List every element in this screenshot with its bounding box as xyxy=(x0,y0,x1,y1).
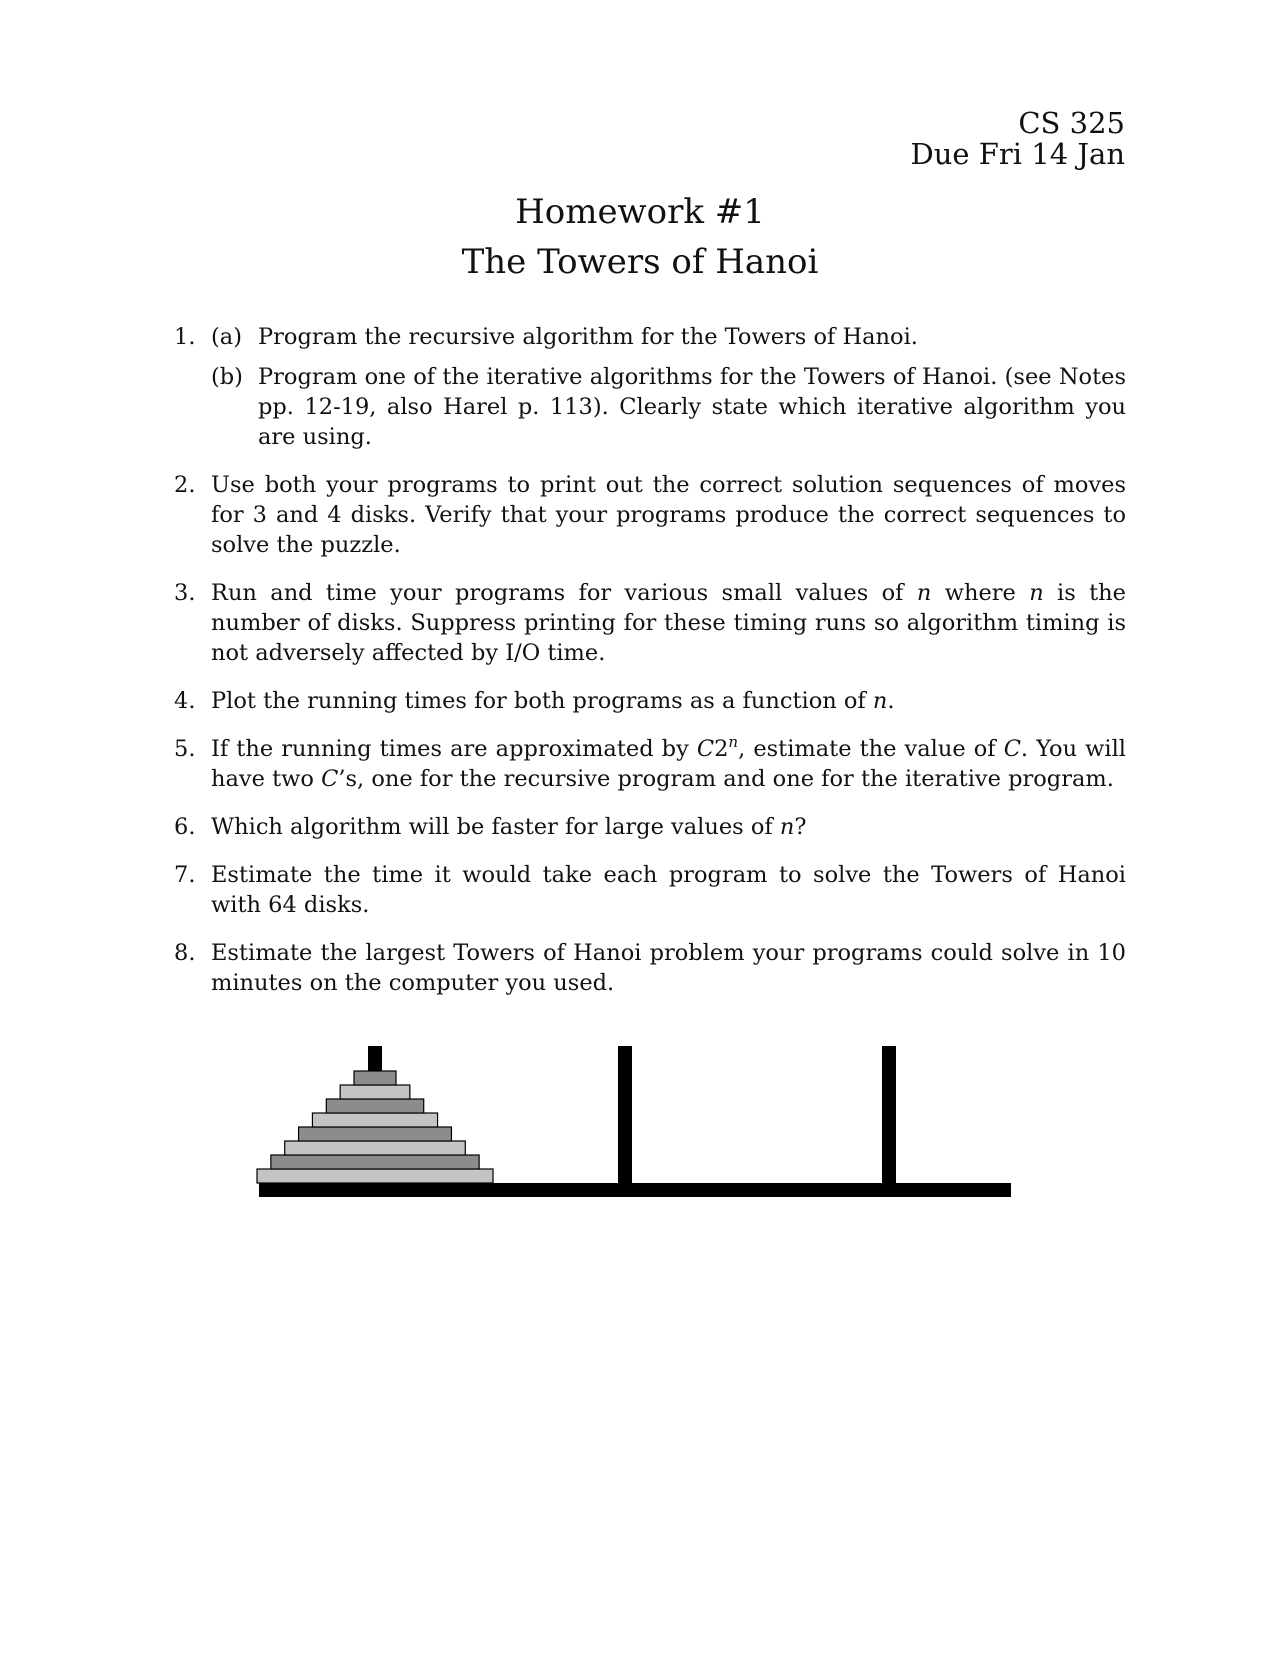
problem-number: 1. xyxy=(174,324,196,350)
math-variable: n xyxy=(916,580,932,606)
math-variable: C xyxy=(1003,736,1021,762)
problem-1 xyxy=(174,322,1126,452)
problem-number: 7. xyxy=(174,862,196,888)
problem-list xyxy=(174,322,1126,1016)
problem-number: 2. xyxy=(174,472,196,498)
math-exponent: n xyxy=(728,733,739,751)
problem-text: is the number of disks. Suppress printing for these timing runs so algorithm timing is not adversely affected by I/O time. xyxy=(211,580,1126,666)
homework-title: Homework #1 xyxy=(515,192,765,232)
due-date: Due Fri 14 Jan xyxy=(910,137,1125,171)
hanoi-disk-6 xyxy=(326,1099,423,1113)
problem-number: 8. xyxy=(174,940,196,966)
hanoi-disk-8 xyxy=(354,1071,396,1085)
problem-text: ’s, one for the recursive program and one for the iterative program. xyxy=(338,766,1114,792)
problem-text: . xyxy=(887,688,895,714)
problem-number: 3. xyxy=(174,580,196,606)
problem-text: Use both your programs to print out the correct solution sequences of moves for 3 and 4 disks. Verify that your programs produce the correct sequences to solve the puzzle. xyxy=(211,472,1126,558)
problem-1b xyxy=(211,362,1126,452)
subpart-letter: (b) xyxy=(211,364,243,390)
problem-text: Plot the running times for both programs as a function of xyxy=(211,688,873,714)
document-title xyxy=(0,192,1280,282)
problem-4 xyxy=(174,686,1126,716)
problem-text: Estimate the time it would take each program to solve the Towers of Hanoi with 64 disks. xyxy=(211,862,1126,918)
math-variable: n xyxy=(872,688,888,714)
subpart-text: Program the recursive algorithm for the Towers of Hanoi. xyxy=(258,324,918,350)
course-header xyxy=(911,108,1126,170)
subpart-text: Program one of the iterative algorithms for the Towers of Hanoi. (see Notes pp. 12-19, also Harel p. 113). Clearly state which iterative algorithm you are using. xyxy=(258,364,1126,450)
problem-2 xyxy=(174,470,1126,560)
hanoi-disk-5 xyxy=(312,1113,437,1127)
hanoi-base xyxy=(259,1183,1011,1197)
problem-3 xyxy=(174,578,1126,668)
hanoi-peg-3 xyxy=(882,1046,896,1183)
hanoi-disk-4 xyxy=(299,1127,452,1141)
math-variable: C xyxy=(321,766,339,792)
math-variable: n xyxy=(1029,580,1044,606)
hanoi-disk-3 xyxy=(285,1141,466,1155)
homework-subtitle: The Towers of Hanoi xyxy=(461,242,819,282)
math-variable: n xyxy=(779,814,795,840)
problem-number: 6. xyxy=(174,814,196,840)
problem-number: 5. xyxy=(174,736,196,762)
problem-text: Which algorithm will be faster for large values of xyxy=(211,814,780,840)
problem-text: ? xyxy=(794,814,807,840)
hanoi-peg-2 xyxy=(618,1046,632,1183)
problem-text: where xyxy=(931,580,1030,606)
problem-text: Run and time your programs for various small values of xyxy=(211,580,917,606)
problem-8 xyxy=(174,938,1126,998)
problem-5 xyxy=(174,734,1126,794)
problem-text: . You will have two xyxy=(211,736,1126,792)
hanoi-disk-2 xyxy=(271,1155,479,1169)
course-code: CS 325 xyxy=(1018,106,1125,140)
problem-number: 4. xyxy=(174,688,196,714)
problem-text: If the running times are approximated by xyxy=(211,736,697,762)
problem-text: Estimate the largest Towers of Hanoi problem your programs could solve in 10 minutes on the computer you used. xyxy=(211,940,1126,996)
hanoi-disk-1 xyxy=(257,1169,493,1183)
math-constant: 2 xyxy=(714,736,729,762)
problem-1a xyxy=(211,322,1126,352)
problem-6 xyxy=(174,812,1126,842)
towers-of-hanoi-illustration xyxy=(255,1030,1015,1200)
hanoi-disk-7 xyxy=(340,1085,410,1099)
math-variable: C xyxy=(696,736,715,762)
subpart-letter: (a) xyxy=(211,324,242,350)
problem-7 xyxy=(174,860,1126,920)
problem-text: , estimate the value of xyxy=(738,736,1004,762)
